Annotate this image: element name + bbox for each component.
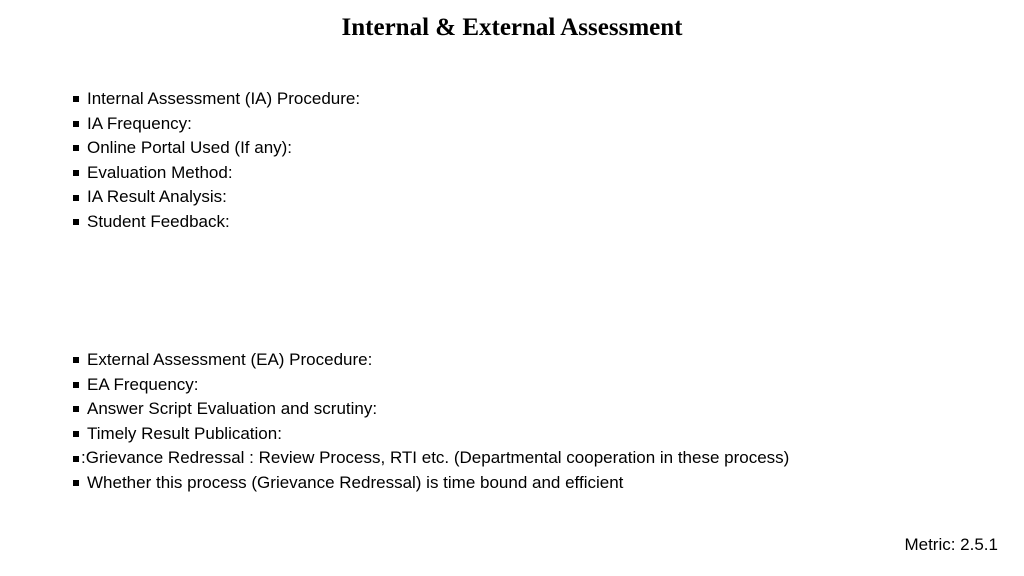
list-item-text: IA Frequency:: [87, 113, 192, 133]
list-item-text: Internal Assessment (IA) Procedure:: [87, 89, 361, 108]
list-item-text: Online Portal Used (If any):: [87, 138, 293, 158]
slide-title: Internal & External Assessment: [341, 14, 683, 41]
internal-assessment-list: [73, 87, 360, 235]
list-item: [73, 87, 360, 112]
list-item: [73, 373, 789, 398]
list-item-text: Answer Script Evaluation and scrutiny:: [87, 399, 378, 419]
list-item-text: Evaluation Method:: [87, 162, 233, 182]
square-bullet-icon: [73, 406, 79, 412]
square-bullet-icon: [73, 145, 79, 151]
list-item: [73, 210, 360, 235]
list-item: [73, 471, 789, 496]
list-item-text: Student Feedback:: [87, 211, 230, 231]
square-bullet-icon: [73, 170, 79, 176]
list-item-text: :Grievance Redressal : Review Process, RTI etc. (Departmental cooperation in these process): [81, 448, 790, 468]
list-item-text: Timely Result Publication:: [87, 423, 282, 443]
list-item-text: Whether this process (Grievance Redressal) is time bound and efficient: [87, 472, 624, 492]
external-assessment-list: [73, 348, 789, 496]
square-bullet-icon: [73, 96, 79, 102]
square-bullet-icon: [73, 456, 79, 462]
square-bullet-icon: [73, 480, 79, 486]
list-item: [73, 136, 360, 161]
square-bullet-icon: [73, 382, 79, 388]
list-item: [73, 422, 789, 447]
list-item-text: External Assessment (EA) Procedure:: [87, 350, 373, 369]
list-item: [73, 161, 360, 186]
list-item: [73, 185, 360, 210]
list-item-text: IA Result Analysis:: [87, 187, 227, 207]
square-bullet-icon: [73, 219, 79, 225]
list-item: [73, 112, 360, 137]
square-bullet-icon: [73, 357, 79, 363]
metric-label: Metric: 2.5.1: [904, 535, 998, 554]
list-item: [73, 397, 789, 422]
square-bullet-icon: [73, 431, 79, 437]
list-item: [73, 446, 789, 471]
square-bullet-icon: [73, 121, 79, 127]
list-item: [73, 348, 789, 373]
list-item-text: EA Frequency:: [87, 374, 199, 394]
square-bullet-icon: [73, 195, 79, 201]
